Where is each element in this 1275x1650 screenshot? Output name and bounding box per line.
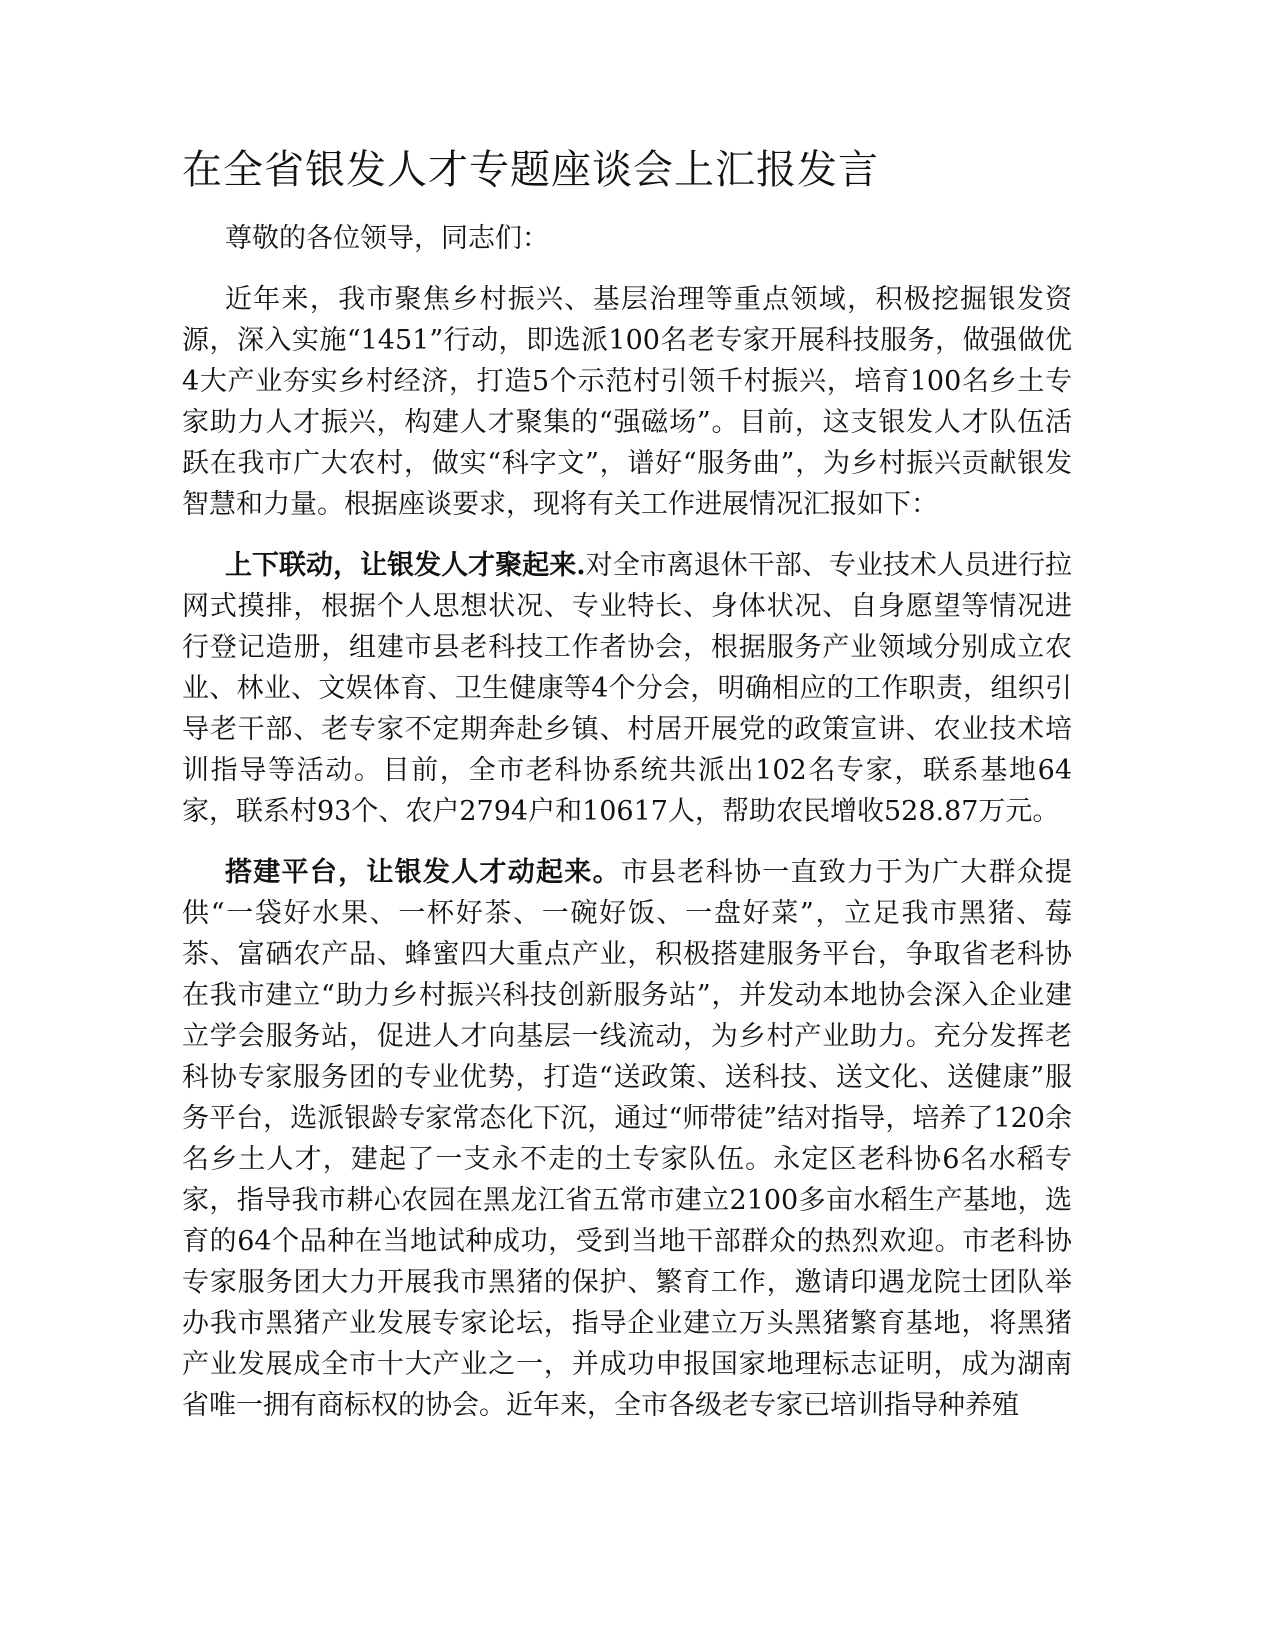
document-page bbox=[182, 142, 1072, 1446]
section1-paragraph bbox=[182, 545, 1072, 832]
section1-heading: 上下联动，让银发人才聚起来. bbox=[225, 550, 586, 581]
salutation: 尊敬的各位领导，同志们： bbox=[225, 223, 549, 254]
section2-heading: 搭建平台，让银发人才动起来。 bbox=[225, 857, 621, 888]
section2-paragraph bbox=[182, 852, 1072, 1426]
section2-body: 市县老科协一直致力于为广大群众提供“一袋好水果、一杯好茶、一碗好饭、一盘好菜”，立足我市黑猪、莓茶、富硒农产品、蜂蜜四大重点产业，积极搭建服务平台，争取省老科协在我市建立“助力乡村振兴科技创新服务站”，并发动本地协会深入企业建立学会服务站，促进人才向基层一线流动，为乡村产业助力。充分发挥老科协专家服务团的专业优势，打造“送政策、送科技、送文化、送健康”服务平台，选派银龄专家常态化下沉，通过“师带徒”结对指导，培养了120余名乡土人才，建起了一支永不走的土专家队伍。永定区老科协6名水稻专家，指导我市耕心农园在黑龙江省五常市建立2100多亩水稻生产基地，选育的64个品种在当地试种成功，受到当地干部群众的热烈欢迎。市老科协专家服务团大力开展我市黑猪的保护、繁育工作，邀请印遇龙院士团队举办我市黑猪产业发展专家论坛，指导企业建立万头黑猪繁育基地，将黑猪产业发展成全市十大产业之一，并成功申报国家地理标志证明，成为湖南省唯一拥有商标权的协会。近年来，全市各级老专家已培训指导种养殖 bbox=[182, 857, 1073, 1421]
intro-paragraph: 近年来，我市聚焦乡村振兴、基层治理等重点领域，积极挖掘银发资源，深入实施“1451”行动，即选派100名老专家开展科技服务，做强做优4大产业夯实乡村经济，打造5个示范村引领千村振兴，培育100名乡土专家助力人才振兴，构建人才聚集的“强磁场”。目前，这支银发人才队伍活跃在我市广大农村，做实“科字文”，谱好“服务曲”，为乡村振兴贡献银发智慧和力量。根据座谈要求，现将有关工作进展情况汇报如下： bbox=[182, 284, 1072, 520]
section1-body: 对全市离退休干部、专业技术人员进行拉网式摸排，根据个人思想状况、专业特长、身体状况、自身愿望等情况进行登记造册，组建市县老科技工作者协会，根据服务产业领域分别成立农业、林业、文娱体育、卫生健康等4个分会，明确相应的工作职责，组织引导老干部、老专家不定期奔赴乡镇、村居开展党的政策宣讲、农业技术培训指导等活动。目前，全市老科协系统共派出102名专家，联系基地64家，联系村93个、农户2794户和10617人，帮助农民增收528.87万元。 bbox=[182, 550, 1073, 827]
document-title: 在全省银发人才专题座谈会上汇报发言 bbox=[182, 147, 879, 193]
